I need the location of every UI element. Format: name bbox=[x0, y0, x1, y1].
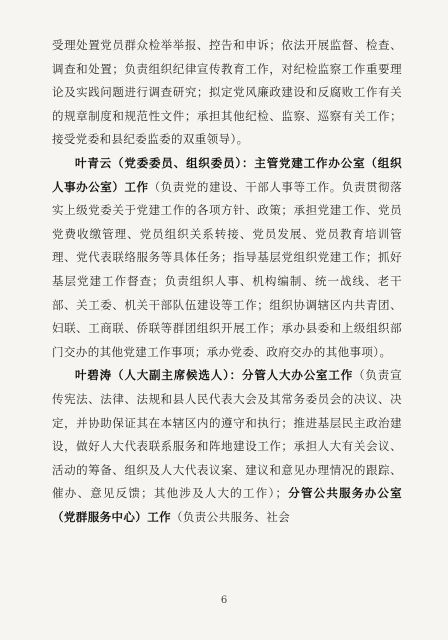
paragraph-3 bbox=[52, 364, 402, 529]
paragraph-3-text: （负责宣传宪法、法律、法规和县人民代表大会及其常务委员会的决议、决定，并协助保证其在本辖区内的遵守和执行；推进基层民主政治建设，做好人大代表联系服务和阵地建设工作；承担人大有关会议、活动的筹备、组织及人大代表议案、建议和意见办理情况的跟踪、催办、意见反馈；其他涉及人大的工作）； bbox=[52, 368, 402, 501]
paragraph-2-text: （负责党的建设、干部人事等工作。负责贯彻落实上级党委关于党建工作的各项方针、政策；承担党建工作、党员党费收缴管理、党员组织关系转接、党员发展、党员教育培训管理、党代表联络服务等具体任务；指导基层党组织党建工作；抓好基层党建工作督查；负责组织人事、机构编制、统一战线、老干部、关工委、机关干部队伍建设等工作；组织协调辖区内共青团、妇联、工商联、侨联等群团组织开展工作；承办县委和上级组织部门交办的其他党建工作事项；承办党委、政府交办的其他事项）。 bbox=[52, 179, 403, 359]
paragraph-2-heading: 叶青云（党委委员、组织委员）：主管党建工作办公室（组织人事办公室）工作 bbox=[52, 155, 402, 194]
paragraph-1-text: 受理处置党员群众检举举报、控告和申诉；依法开展监督、检查、调查和处置；负责组织纪律宣传教育工作，对纪检监察工作重要理论及实践问题进行调查研究；拟定党风廉政建设和反腐败工作有关的规章制度和规范性文件；承担其他纪检、监察、巡察有关工作；接受党委和县纪委监委的双重领导）。 bbox=[52, 38, 402, 147]
paragraph-2 bbox=[52, 152, 402, 364]
paragraph-3-heading: 叶碧涛（人大副主席候选人）：分管人大办公室工作 bbox=[75, 368, 354, 383]
page-number: 6 bbox=[220, 595, 228, 606]
paragraph-3-text-2: （负责公共服务、社会 bbox=[171, 509, 290, 524]
paragraph-3-subheading: 分管公共服务办公室（党群服务中心）工作 bbox=[52, 486, 402, 524]
body-text bbox=[52, 34, 402, 529]
paragraph-1 bbox=[52, 34, 402, 152]
